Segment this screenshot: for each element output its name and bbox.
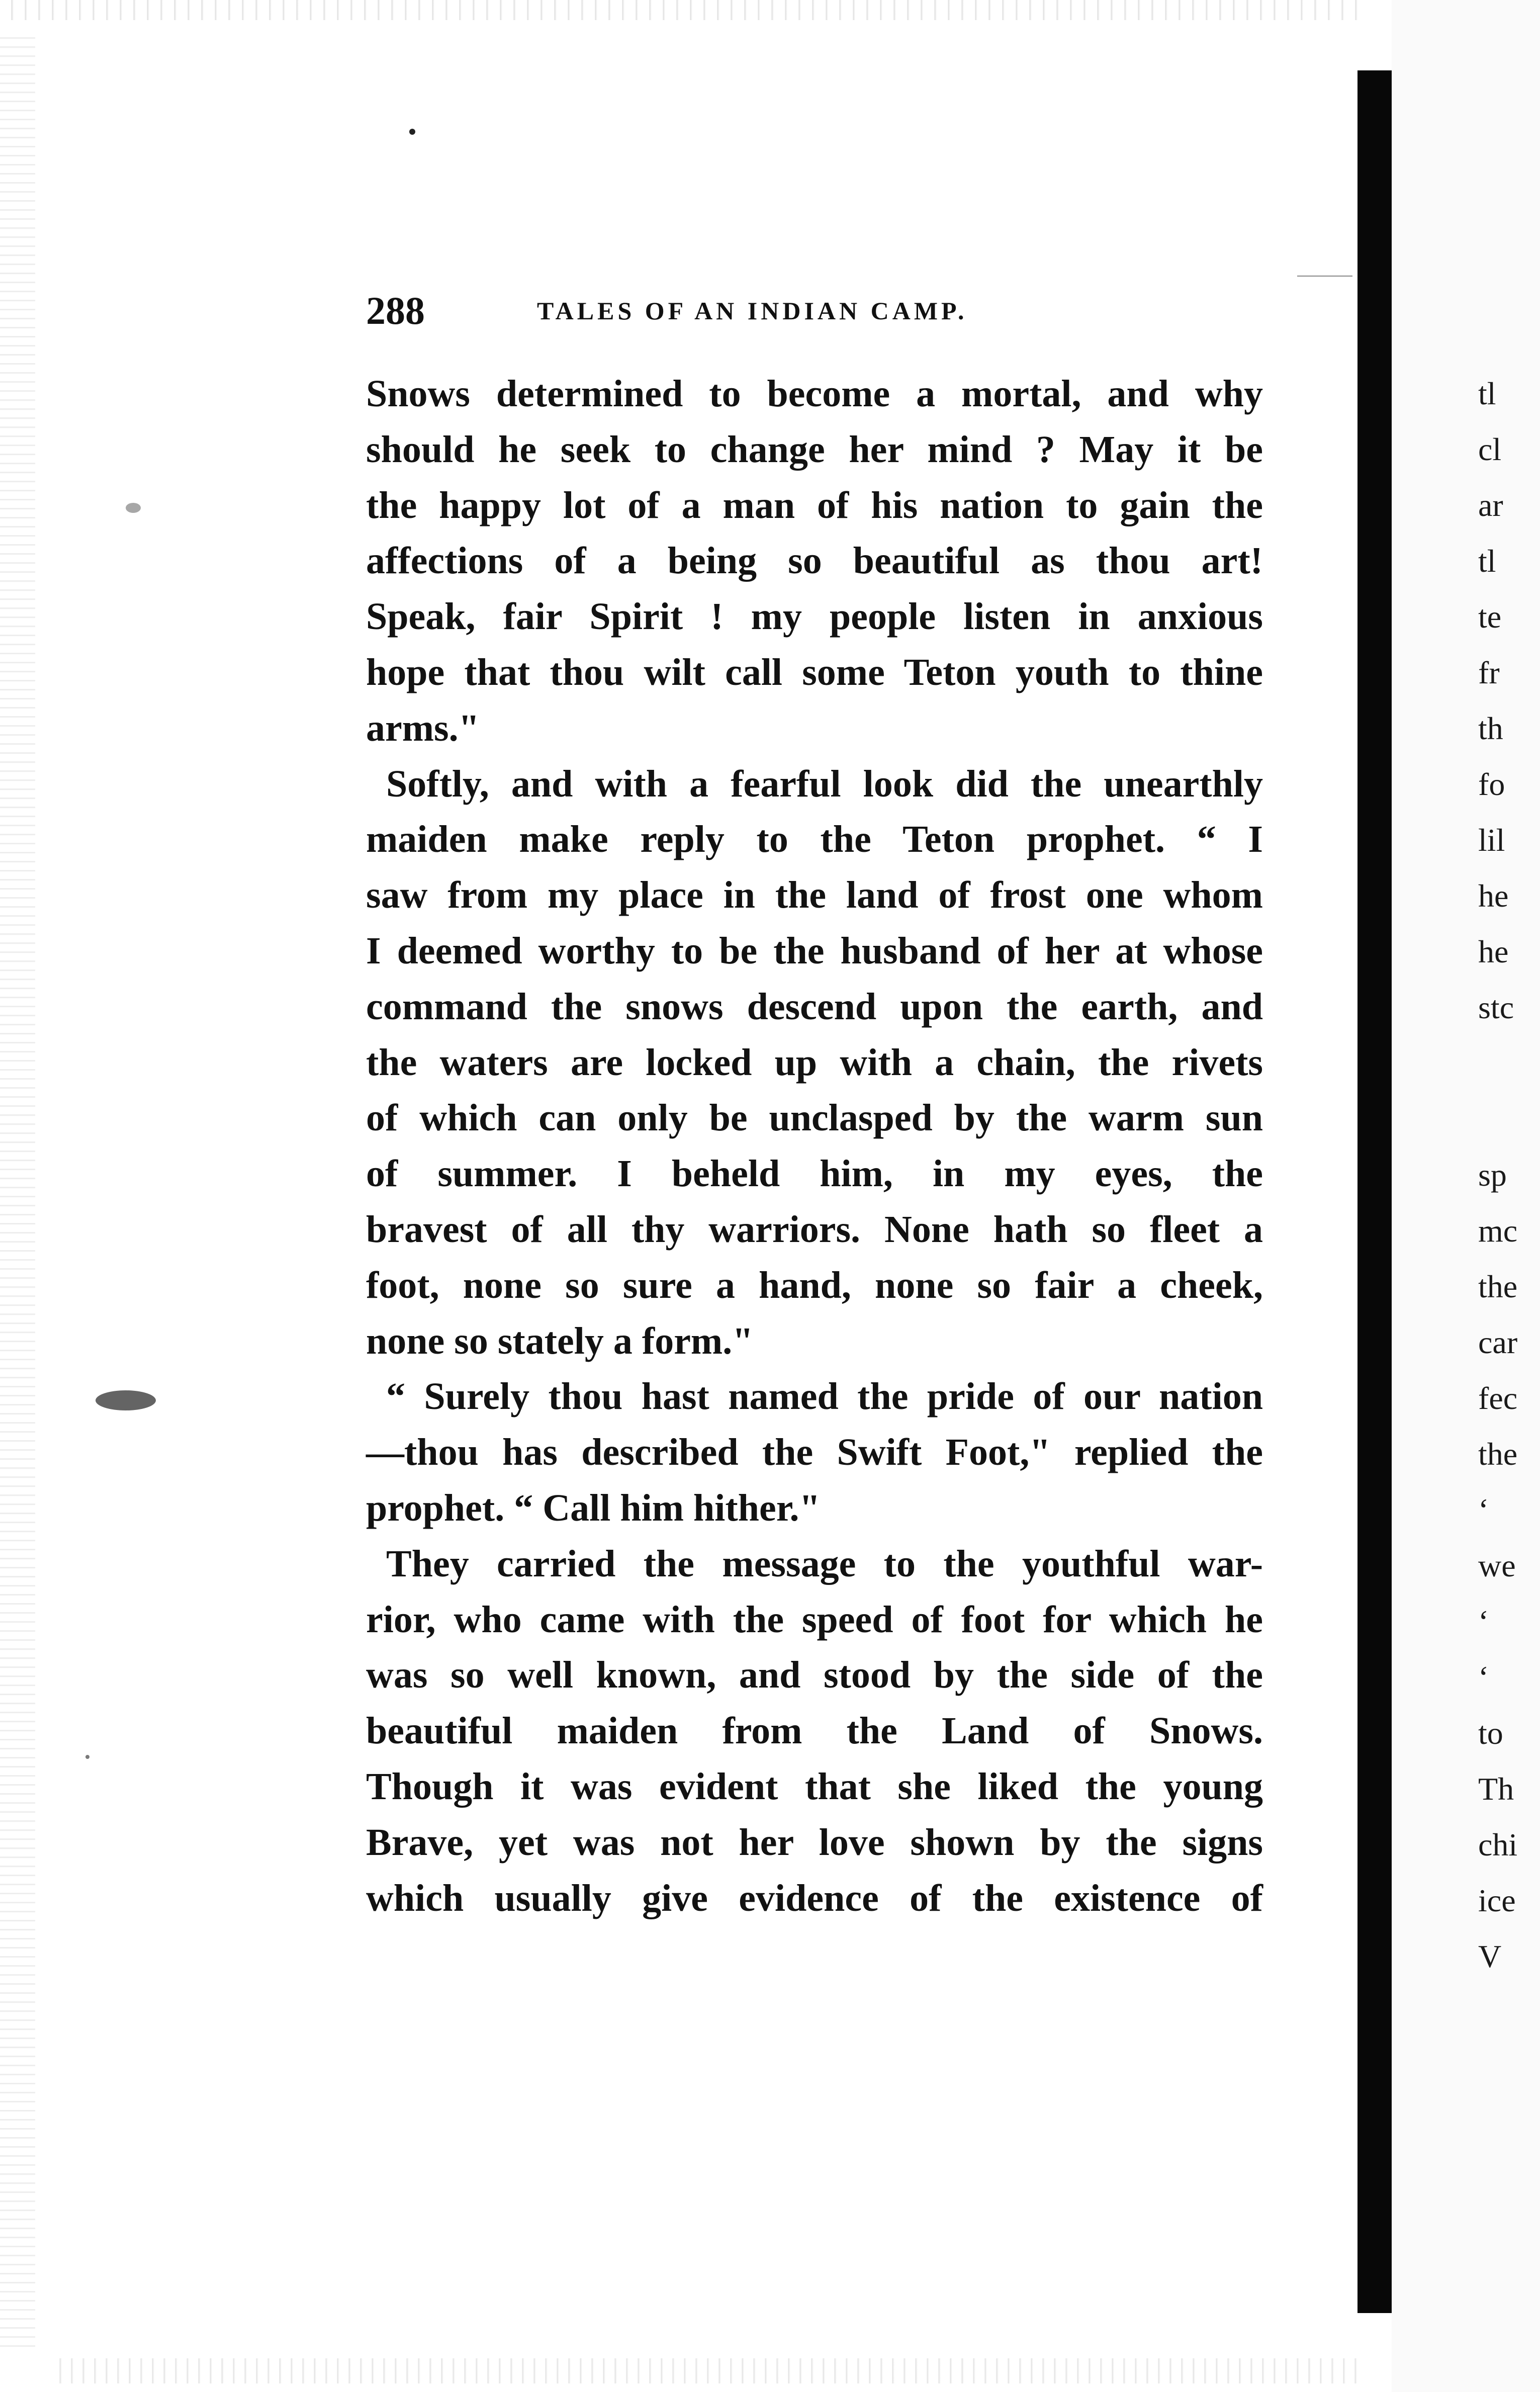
fragment-line: lil (1478, 822, 1505, 858)
fragment-line: Th (1478, 1771, 1514, 1807)
ink-smudge (126, 503, 141, 513)
text-line: rior, who came with the speed of foot for which he (366, 1598, 1263, 1641)
fragment-line: sp (1478, 1157, 1507, 1193)
text-line: “ Surely thou hast named the pride of our nation (386, 1375, 1263, 1418)
fragment-line: to (1478, 1715, 1503, 1751)
fragment-line: ar (1478, 487, 1503, 523)
fragment-line: he (1478, 934, 1509, 969)
ink-speck (85, 1755, 89, 1759)
text-line: none so stately a form." (366, 1319, 754, 1362)
text-line: —thou has described the Swift Foot," replied the (366, 1431, 1263, 1474)
fragment-line: we (1478, 1548, 1516, 1583)
fragment-line: mc (1478, 1213, 1518, 1249)
fragment-line: ‘ (1478, 1604, 1489, 1639)
text-line: the happy lot of a man of his nation to gain the (366, 484, 1263, 526)
fragment-line: ‘ (1478, 1659, 1489, 1695)
fragment-line: he (1478, 878, 1509, 914)
fragment-line: te (1478, 599, 1502, 635)
text-line: maiden make reply to the Teton prophet. “ I (366, 818, 1263, 861)
fragment-line: the (1478, 1436, 1518, 1472)
text-line: should he seek to change her mind ? May it be (366, 428, 1263, 471)
text-line: of summer. I beheld him, in my eyes, the (366, 1153, 1263, 1195)
page-number: 288 (366, 289, 425, 332)
fragment-line: tl (1478, 543, 1496, 579)
fragment-line: ice (1478, 1883, 1516, 1918)
text-line: the waters are locked up with a chain, the rivets (366, 1041, 1263, 1084)
text-line: prophet. “ Call him hither." (366, 1486, 821, 1529)
running-head (366, 288, 1271, 333)
book-gutter-shadow (1357, 70, 1392, 2313)
header-rule (1297, 276, 1352, 277)
fragment-line: chi (1478, 1827, 1518, 1863)
text-line: which usually give evidence of the existence of (366, 1877, 1263, 1919)
text-line: affections of a being so beautiful as thou art! (366, 540, 1263, 582)
text-line: of which can only be unclasped by the warm sun (366, 1097, 1263, 1139)
running-title: TALES OF AN INDIAN CAMP. (537, 297, 968, 325)
body-text (366, 366, 1263, 1926)
fragment-line: th (1478, 711, 1503, 746)
text-line: bravest of all thy warriors. None hath so fleet a (366, 1208, 1263, 1251)
text-line: beautiful maiden from the Land of Snows. (366, 1710, 1263, 1752)
fragment-line: fec (1478, 1380, 1518, 1416)
adjacent-page-text (1478, 366, 1540, 1984)
text-line: Though it was evident that she liked the young (366, 1765, 1263, 1808)
fragment-line: car (1478, 1324, 1518, 1360)
page-edge-top (0, 0, 1357, 20)
text-line: command the snows descend upon the earth, and (366, 985, 1263, 1028)
fragment-line: fo (1478, 766, 1505, 802)
text-line: I deemed worthy to be the husband of her at whose (366, 929, 1263, 972)
fragment-gap (1478, 1035, 1540, 1147)
adjacent-page-edge (1392, 0, 1540, 2392)
text-line: Softly, and with a fearful look did the unearthly (386, 762, 1263, 805)
fragment-line: ‘ (1478, 1492, 1489, 1528)
text-line: saw from my place in the land of frost one whom (366, 874, 1263, 917)
text-line: was so well known, and stood by the side of the (366, 1654, 1263, 1697)
fragment-line: stc (1478, 990, 1514, 1025)
ink-speck (409, 129, 415, 135)
text-line: arms." (366, 706, 480, 749)
fragment-line: tl (1478, 376, 1496, 411)
fragment-line: cl (1478, 431, 1502, 467)
text-line: Brave, yet was not her love shown by the signs (366, 1821, 1263, 1864)
page-edge-left (0, 30, 35, 2353)
text-line: hope that thou wilt call some Teton youth to thine (366, 651, 1263, 693)
page-edge-bottom (50, 2358, 1357, 2383)
fragment-line: V (1478, 1938, 1502, 1974)
text-line: Speak, fair Spirit ! my people listen in anxious (366, 595, 1263, 638)
text-line: Snows determined to become a mortal, and why (366, 373, 1263, 415)
text-line: foot, none so sure a hand, none so fair a cheek, (366, 1264, 1263, 1306)
ink-smudge (96, 1390, 156, 1410)
fragment-line: the (1478, 1269, 1518, 1304)
text-line: They carried the message to the youthful war- (386, 1542, 1263, 1585)
fragment-line: fr (1478, 655, 1500, 690)
